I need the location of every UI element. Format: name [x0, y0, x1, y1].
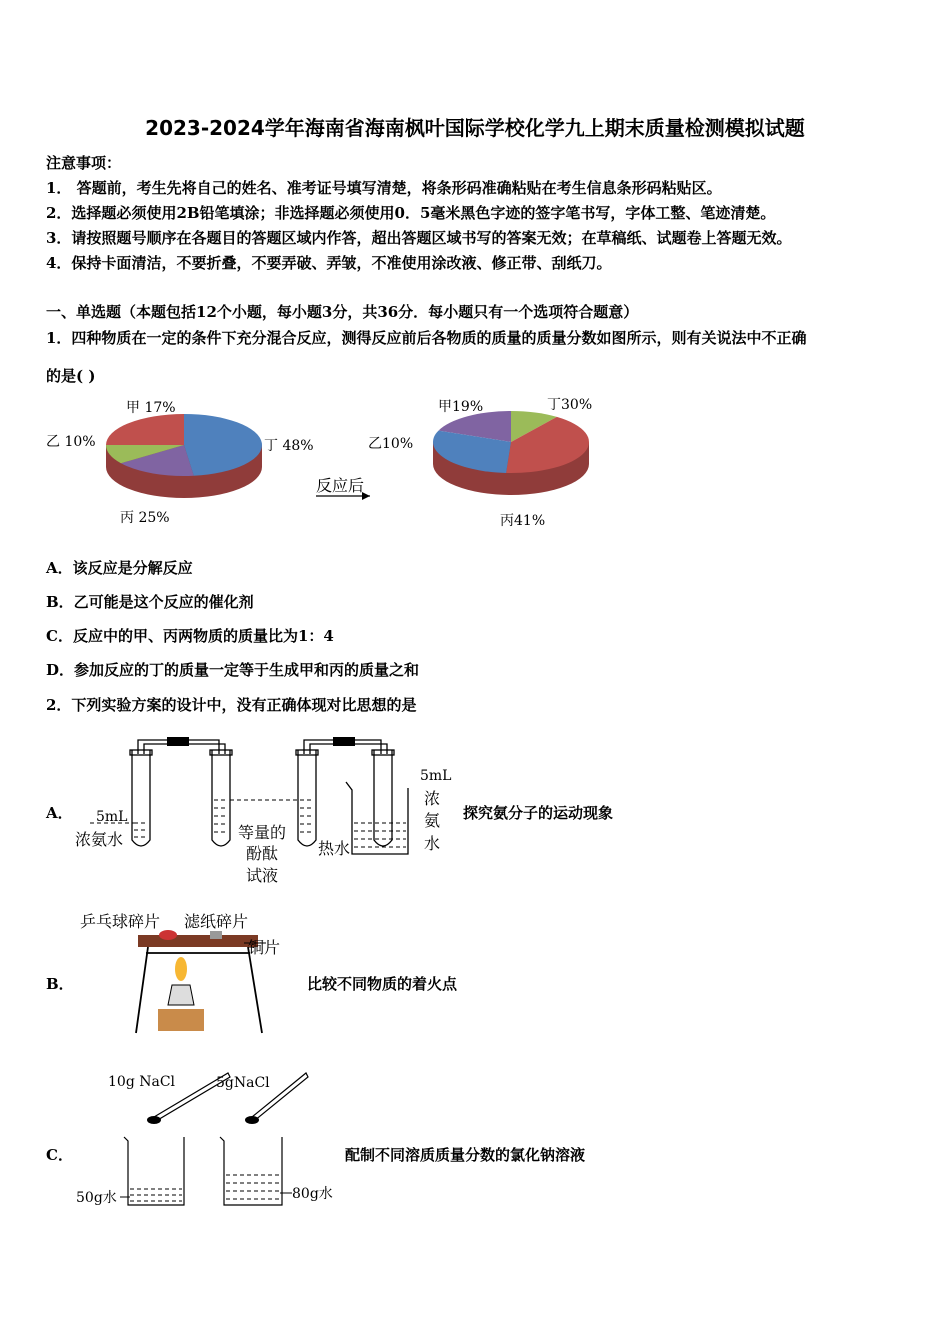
- label-jia-before: 甲 17%: [126, 400, 176, 416]
- ammonia-experiment-figure: [70, 728, 460, 890]
- label-bing-before: 丙 25%: [120, 510, 170, 526]
- q2-b-desc: 比较不同物质的着火点: [307, 975, 458, 993]
- lbl-an: 氨: [424, 811, 441, 830]
- arrow-label: 反应后: [316, 476, 365, 495]
- pie-before: [106, 414, 262, 498]
- q2-a-desc: 探究氨分子的运动现象: [463, 804, 614, 822]
- label-yi-before: 乙 10%: [46, 434, 96, 450]
- q2-c-letter: C．: [46, 1146, 73, 1164]
- option-d: D．参加反应的丁的质量一定等于生成甲和丙的质量之和: [46, 661, 420, 679]
- lbl-tongpian: 铜片: [248, 938, 281, 957]
- lbl-10g: 10g NaCl: [108, 1074, 176, 1090]
- q1-stem: 1．四种物质在一定的条件下充分混合反应，测得反应前后各物质的质量的质量分数如图所示，则有关说法中不正确: [46, 329, 807, 347]
- q2-b-letter: B．: [46, 975, 74, 993]
- section-heading: 一、单选题（本题包括12个小题，每小题3分，共36分．每小题只有一个选项符合题意）: [46, 303, 639, 321]
- lbl-5g: 5gNaCl: [216, 1075, 270, 1091]
- label-ding-before: 丁 48%: [264, 438, 314, 454]
- lbl-dengliang: 等量的: [238, 823, 287, 842]
- option-c: C．反应中的甲、丙两物质的质量比为1：4: [46, 627, 334, 645]
- lbl-nongan-left: 浓氨水: [75, 830, 124, 849]
- lbl-shiye: 试液: [246, 866, 279, 885]
- notice-heading: 注意事项：: [46, 154, 122, 172]
- q1-pie-charts: [40, 390, 620, 535]
- lbl-5ml-left: 5mL: [96, 809, 128, 825]
- pie-after: [433, 411, 589, 495]
- lbl-50g: 50g水: [76, 1190, 117, 1206]
- pie-slice-丙: [106, 414, 184, 445]
- lbl-nong: 浓: [424, 789, 441, 808]
- page-title: 2023-2024学年海南省海南枫叶国际学校化学九上期末质量检测模拟试题: [145, 116, 805, 140]
- lbl-shui: 水: [424, 834, 441, 853]
- label-yi-after: 乙10%: [368, 436, 414, 452]
- notice-item: 1． 答题前，考生先将自己的姓名、准考证号填写清楚，将条形码准确粘贴在考生信息条形码粘贴区。: [46, 179, 722, 197]
- lbl-lvzhi: 滤纸碎片: [184, 912, 249, 931]
- q1-stem: 的是( ): [46, 367, 96, 385]
- q2-stem: 2．下列实验方案的设计中，没有正确体现对比思想的是: [46, 696, 417, 714]
- notice-item: 4．保持卡面清洁，不要折叠，不要弄破、弄皱，不准使用涂改液、修正带、刮纸刀。: [46, 254, 612, 272]
- lbl-80g: 80g水: [292, 1186, 333, 1202]
- lbl-pingpang: 乒乓球碎片: [80, 912, 161, 931]
- notice-item: 3．请按照题号顺序在各题目的答题区域内作答，超出答题区域书写的答案无效；在草稿纸、试题卷上答题无效。: [46, 229, 792, 247]
- nacl-solution-figure: [70, 1065, 340, 1215]
- q2-c-desc: 配制不同溶质质量分数的氯化钠溶液: [345, 1146, 586, 1164]
- lbl-5ml-right: 5mL: [420, 768, 452, 784]
- label-jia-after: 甲19%: [438, 399, 484, 415]
- lbl-reshui: 热水: [318, 839, 351, 858]
- lbl-fentai: 酚酞: [246, 844, 279, 863]
- q2-a-letter: A．: [46, 804, 73, 822]
- notice-item: 2．选择题必须使用2B铅笔填涂；非选择题必须使用0．5毫米黑色字迹的签字笔书写，字体工整、笔迹清楚。: [46, 204, 776, 222]
- ignition-point-figure: [76, 905, 296, 1035]
- option-b: B．乙可能是这个反应的催化剂: [46, 593, 254, 611]
- option-a: A．该反应是分解反应: [46, 559, 193, 577]
- label-ding-after: 丁30%: [547, 397, 593, 413]
- label-bing-after: 丙41%: [500, 513, 546, 529]
